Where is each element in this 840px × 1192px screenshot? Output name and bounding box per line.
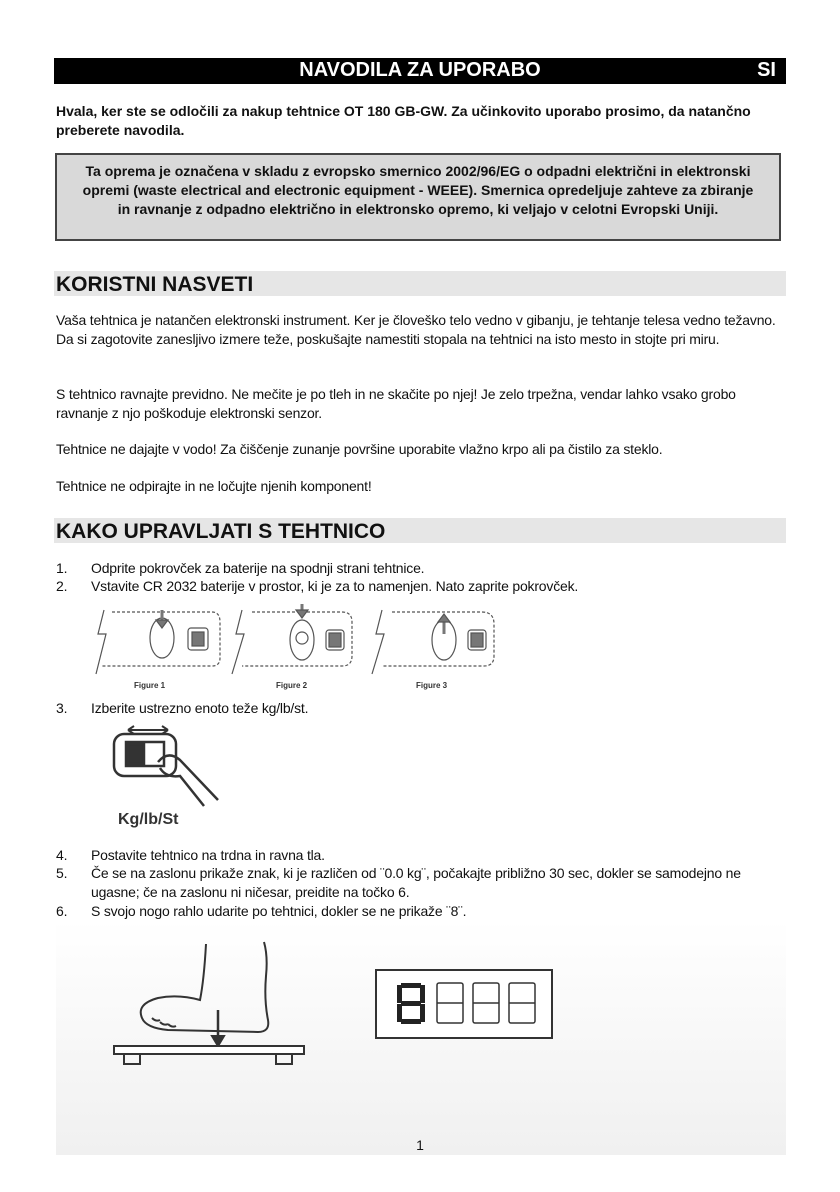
unit-switch-illustration <box>108 722 228 812</box>
step-number: 4. <box>56 847 68 863</box>
step-number: 3. <box>56 700 68 716</box>
step-text: Če se na zaslonu prikaže znak, ki je različen od ¨0.0 kg¨, počakajte približno 30 sec, dokler se samodejno ne ugasne; če na zaslonu ni ničesar, preidite na točko 6. <box>91 865 741 900</box>
figure-caption: Figure 3 <box>416 681 448 690</box>
page-title: NAVODILA ZA UPORABO <box>299 59 541 81</box>
title-bar <box>54 58 786 84</box>
weee-notice: Ta oprema je označena v skladu z evropsko smernico 2002/96/EG o odpadni električni in elektronski opremi (waste electrical and electronic equipment - WEEE). Smernica opredeljuje zahteve za zbiranje in ravnanje z odpadno električno in elektronsko opremo, ki veljajo v celotni Evropski Uniji. <box>55 153 781 241</box>
step-text: Izberite ustrezno enoto teže kg/lb/st. <box>91 700 309 716</box>
battery-figures-illustration <box>92 604 512 682</box>
step-number: 6. <box>56 903 68 919</box>
step-text: Vstavite CR 2032 baterije v prostor, ki je za to namenjen. Nato zaprite pokrovček. <box>91 578 579 594</box>
step-text: Postavite tehtnico na trdna in ravna tla. <box>91 847 325 863</box>
section-heading-operate: KAKO UPRAVLJATI S TEHTNICO <box>54 518 786 543</box>
step-number: 2. <box>56 578 68 594</box>
tip-paragraph: Vaša tehtnica je natančen elektronski instrument. Ker je človeško telo vedno v gibanju, je tehtanje telesa vedno težavno. Da si zagotovite zanesljivo izmere teže, poskušajte namestiti stopala na tehtnici na isto mesto in stojte pri miru. <box>56 312 776 347</box>
figure-caption: Figure 1 <box>134 681 166 690</box>
step-number: 1. <box>56 560 68 576</box>
tip-paragraph: S tehtnico ravnajte previdno. Ne mečite je po tleh in ne skačite po njej! Je zelo trpežna, vendar lahko vsako grobo ravnanje z njo poškoduje elektronski senzor. <box>56 386 736 421</box>
lcd-display-illustration <box>375 969 553 1039</box>
language-code: SI <box>757 59 776 81</box>
unit-switch-label: Kg/lb/St <box>118 811 179 828</box>
page-number: 1 <box>416 1137 424 1153</box>
tip-paragraph: Tehtnice ne odpirajte in ne ločujte njenih komponent! <box>56 478 372 494</box>
foot-on-scale-illustration <box>108 940 318 1075</box>
intro-text: Hvala, ker ste se odločili za nakup tehtnice OT 180 GB-GW. Za učinkovito uporabo prosimo, da natančno preberete navodila. <box>56 103 751 138</box>
tip-paragraph: Tehtnice ne dajajte v vodo! Za čiščenje zunanje površine uporabite vlažno krpo ali pa čistilo za steklo. <box>56 441 663 457</box>
figure-caption: Figure 2 <box>276 681 308 690</box>
step-text: Odprite pokrovček za baterije na spodnji strani tehtnice. <box>91 560 425 576</box>
step-text: S svojo nogo rahlo udarite po tehtnici, dokler se ne prikaže ¨8¨. <box>91 903 467 919</box>
step-number: 5. <box>56 865 68 881</box>
section-heading-tips: KORISTNI NASVETI <box>54 271 786 296</box>
